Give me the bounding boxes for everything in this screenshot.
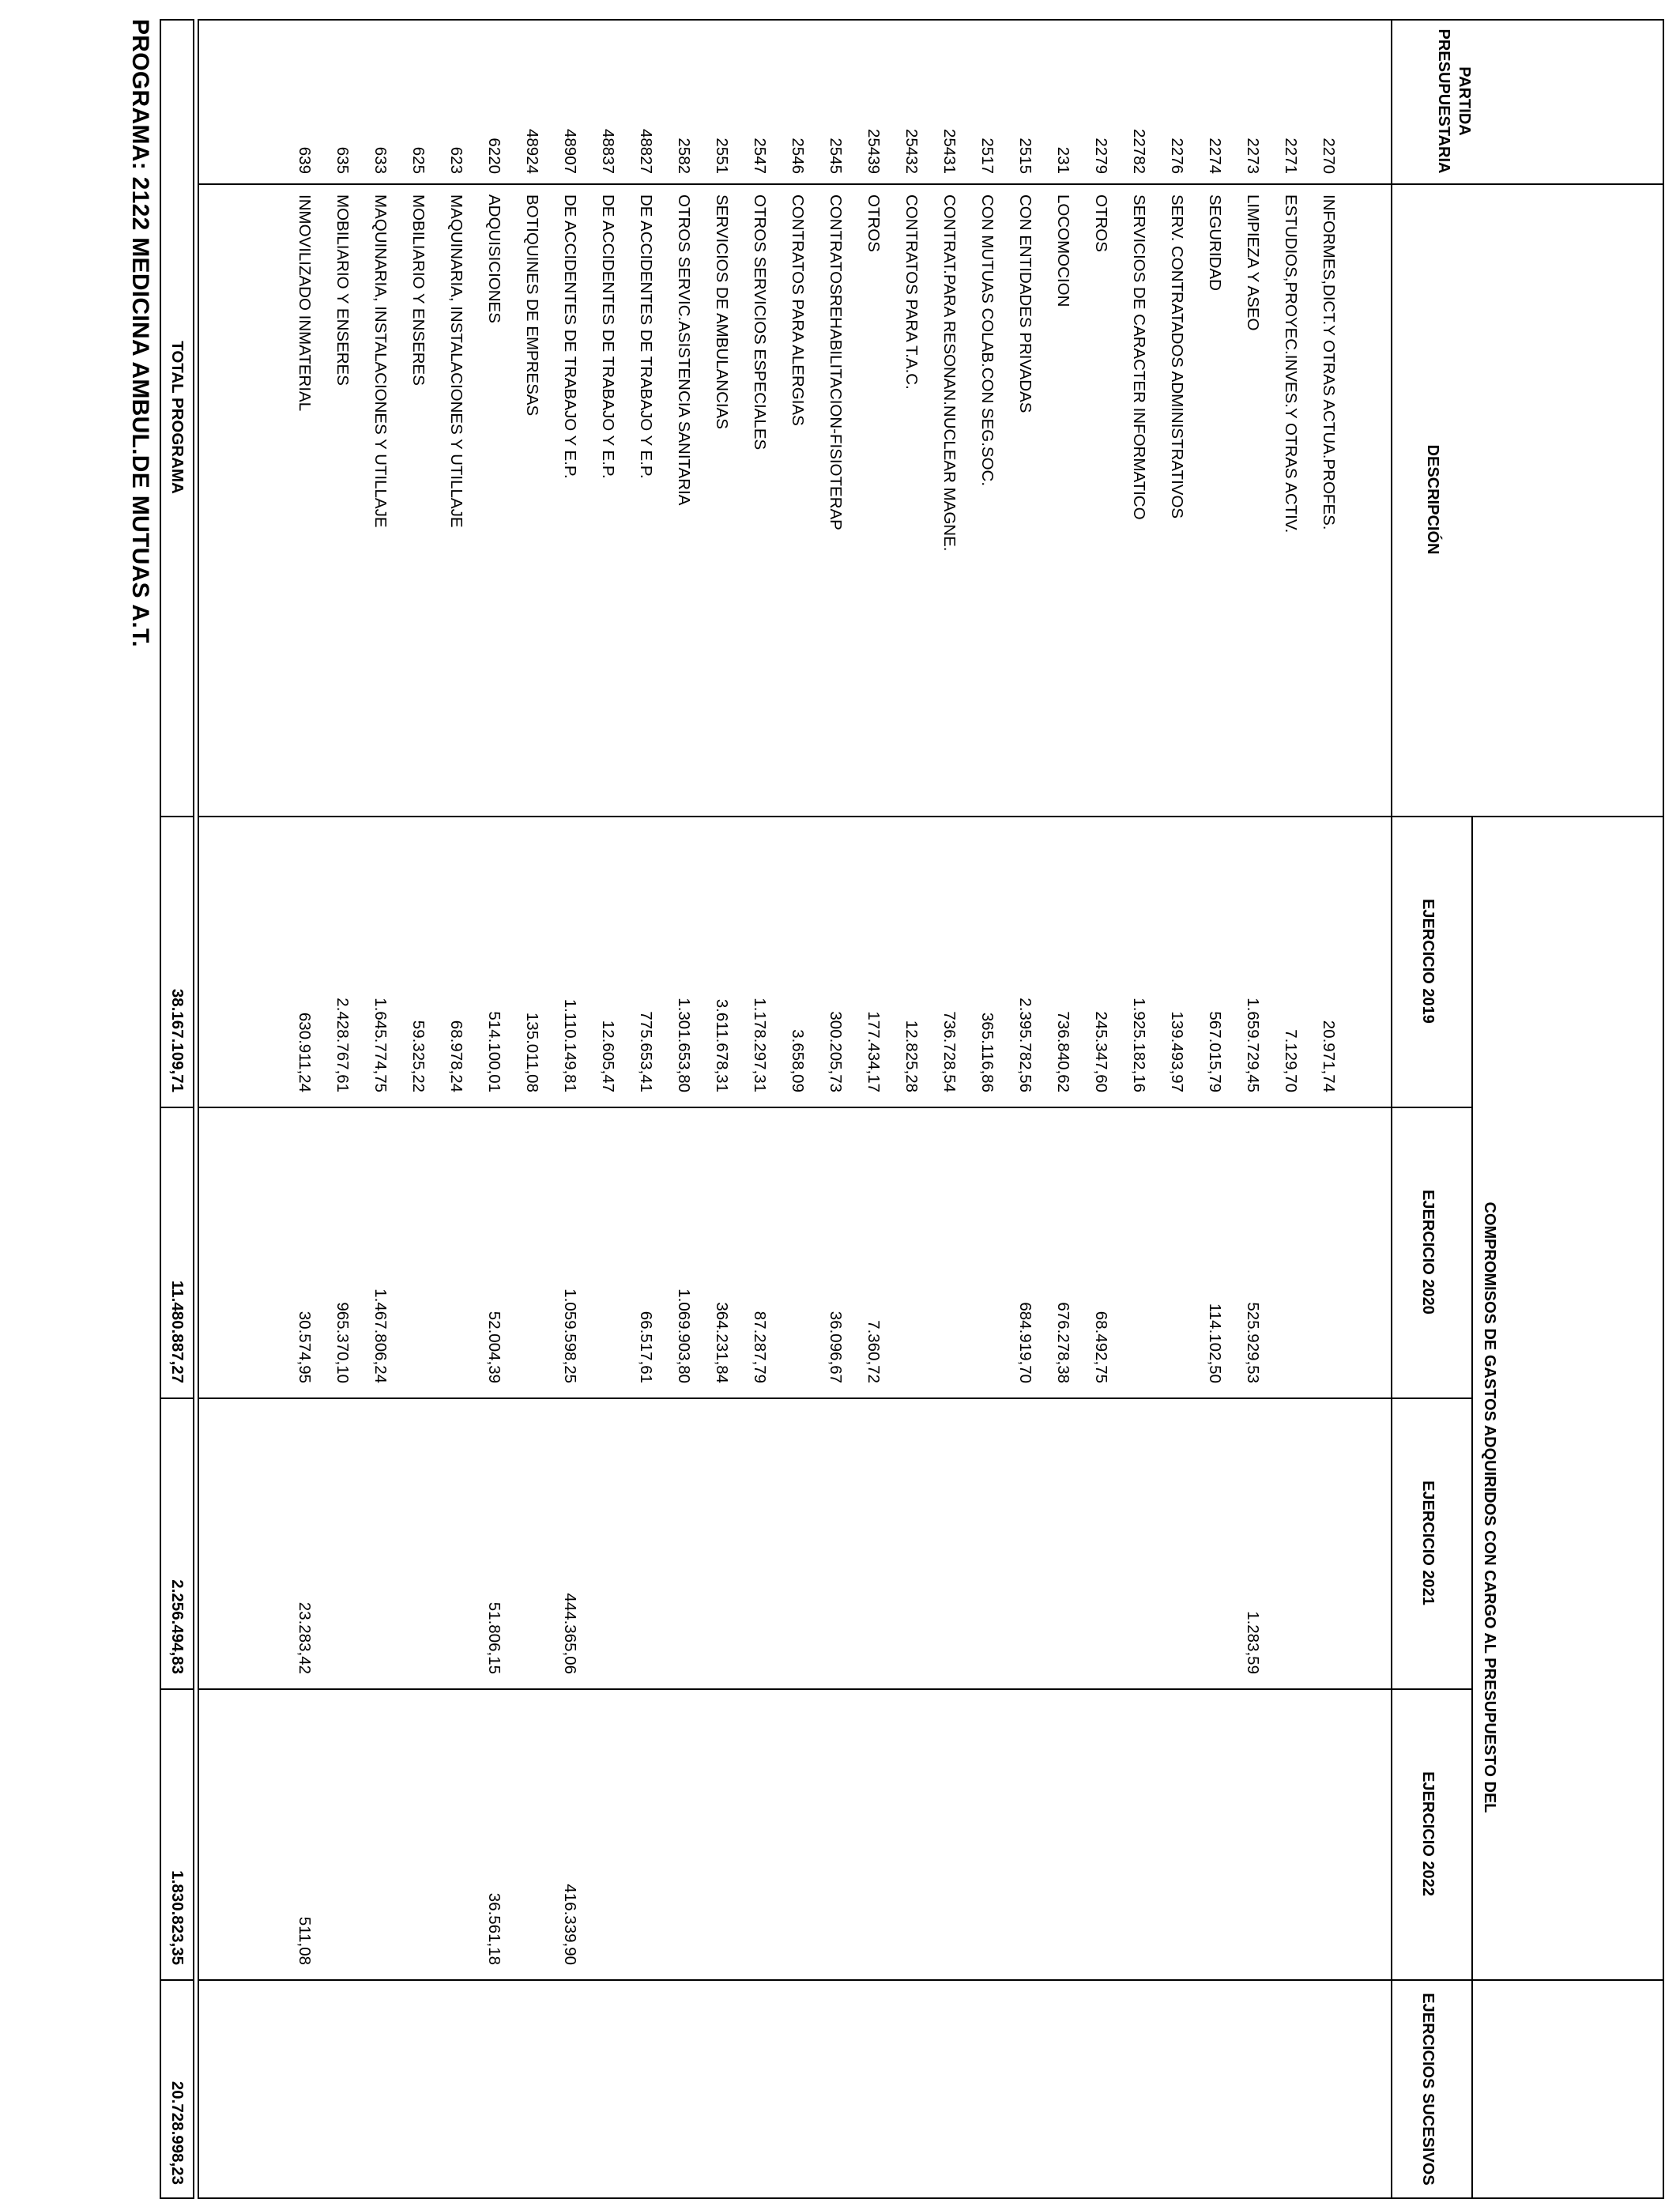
cell-2020 (892, 1107, 930, 1383)
cell-2022 (703, 1688, 740, 1965)
cell-2021 (1120, 1397, 1158, 1674)
cell-2019: 20.971,74 (1320, 1020, 1338, 1092)
cell-2021 (1082, 1397, 1120, 1674)
header-descripcion: DESCRIPCIÓN (1424, 444, 1441, 555)
cell-2020 (968, 1107, 1006, 1383)
cell-partida: 2551 (713, 138, 731, 174)
cell-2022 (1271, 1688, 1309, 1965)
cell-sucesivos (1006, 1979, 1044, 2185)
cell-2019: 139.493,97 (1168, 1011, 1186, 1092)
cell-2021: 23.283,42 (296, 1601, 314, 1674)
cell-descripcion: DE ACCIDENTES DE TRABAJO Y E.P. (561, 194, 579, 479)
cell-2019: 736.728,54 (940, 1011, 959, 1092)
header-bottom-divider (1391, 19, 1392, 2199)
cell-partida: 635 (333, 146, 352, 174)
cell-partida: 2582 (675, 138, 693, 174)
cell-sucesivos (513, 1979, 551, 2185)
cell-2021 (665, 1397, 703, 1674)
cell-2019: 1.925.182,16 (1130, 998, 1148, 1092)
cell-2020: 676.278,38 (1054, 1302, 1072, 1383)
cell-descripcion: LOCOMOCION (1054, 194, 1072, 307)
cell-2021 (589, 1397, 627, 1674)
cell-descripcion: SERV. CONTRATADOS ADMINISTRATIVOS (1168, 194, 1186, 519)
cell-2022 (778, 1688, 816, 1965)
cell-2021 (1271, 1397, 1309, 1674)
cell-descripcion: CONTRAT.PARA RESONAN.NUCLEAR MAGNE. (940, 194, 959, 552)
cell-2020 (778, 1107, 816, 1383)
cell-sucesivos (551, 1979, 589, 2185)
header-ejercicio-2022: EJERCICIO 2022 (1419, 1771, 1437, 1896)
cell-partida: 25431 (940, 128, 959, 174)
header-ejercicio-2020: EJERCICIO 2020 (1419, 1190, 1437, 1314)
cell-sucesivos (475, 1979, 513, 2185)
total-label: TOTAL PROGRAMA (168, 341, 186, 494)
cell-sucesivos (1120, 1979, 1158, 2185)
cell-2022 (1120, 1688, 1158, 1965)
cell-sucesivos (1309, 1979, 1347, 2185)
cell-2019: 68.978,24 (447, 1020, 465, 1092)
cell-partida: 48837 (599, 128, 617, 174)
cell-partida: 2270 (1320, 138, 1338, 174)
cell-2019: 2.395.782,56 (1016, 998, 1034, 1092)
cell-2020 (1309, 1107, 1347, 1383)
cell-2019: 12.825,28 (902, 1020, 921, 1092)
cell-partida: 639 (296, 146, 314, 174)
cell-2022 (1158, 1688, 1196, 1965)
cell-2019: 1.110.149,81 (561, 998, 579, 1092)
cell-2020 (1271, 1107, 1309, 1383)
cell-2022 (1082, 1688, 1120, 1965)
cell-2021 (513, 1397, 551, 1674)
cell-partida: 2271 (1282, 138, 1300, 174)
cell-2022 (740, 1688, 778, 1965)
cell-partida: 231 (1054, 146, 1072, 174)
cell-2022: 416.339,90 (561, 1884, 579, 1965)
cell-sucesivos (437, 1979, 475, 2185)
cell-descripcion: MAQUINARIA, INSTALACIONES Y UTILLAJE (447, 194, 465, 528)
cell-partida: 2276 (1168, 138, 1186, 174)
cell-2021: 1.283,59 (1244, 1611, 1262, 1674)
cell-2019: 1.178.297,31 (751, 998, 769, 1092)
cell-sucesivos (399, 1979, 437, 2185)
cell-partida: 2547 (751, 138, 769, 174)
cell-partida: 2515 (1016, 138, 1034, 174)
cell-partida: 633 (371, 146, 390, 174)
cell-2022 (589, 1688, 627, 1965)
cell-sucesivos (1196, 1979, 1234, 2185)
cell-2019: 630.911,24 (296, 1012, 314, 1092)
cell-2019: 300.205,73 (827, 1011, 845, 1092)
cell-2020 (1120, 1107, 1158, 1383)
col-divider-code (198, 183, 1664, 185)
cell-descripcion: DE ACCIDENTES DE TRABAJO Y E.P. (599, 194, 617, 479)
cell-2020 (1158, 1107, 1196, 1383)
header-partida-label (1433, 19, 1475, 183)
cell-2022 (930, 1688, 968, 1965)
cell-2022 (1234, 1688, 1271, 1965)
cell-partida: 25439 (864, 128, 883, 174)
header-top-divider (1471, 816, 1473, 2199)
cell-2020: 1.059.598,25 (561, 1288, 579, 1383)
cell-descripcion: OTROS SERVICIOS ESPECIALES (751, 194, 769, 451)
cell-2020: 66.517,61 (637, 1311, 655, 1383)
cell-2020: 114.102,50 (1206, 1303, 1224, 1383)
cell-2020: 1.069.903,80 (675, 1288, 693, 1383)
cell-2022 (1309, 1688, 1347, 1965)
header-ejercicios-sucesivos: EJERCICIOS SUCESIVOS (1419, 1993, 1437, 2186)
cell-2022 (816, 1688, 854, 1965)
cell-descripcion: OTROS (864, 194, 883, 252)
total-sucesivos: 20.728.998,23 (168, 2080, 186, 2185)
cell-2021 (1196, 1397, 1234, 1674)
cell-2021: 444.365,06 (561, 1593, 579, 1674)
cell-2020 (589, 1107, 627, 1383)
cell-sucesivos (703, 1979, 740, 2185)
cell-2022 (437, 1688, 475, 1965)
cell-2020: 965.370,10 (333, 1302, 352, 1383)
cell-descripcion: ESTUDIOS,PROYEC.INVES.Y OTRAS ACTIV. (1282, 194, 1300, 534)
cell-partida: 2274 (1206, 138, 1224, 174)
cell-2022 (399, 1688, 437, 1965)
total-2022: 1.830.823,35 (168, 1870, 186, 1965)
cell-descripcion: SEGURIDAD (1206, 194, 1224, 291)
cell-descripcion: SERVICIOS DE AMBULANCIAS (713, 194, 731, 429)
cell-descripcion: INFORMES,DICT.Y OTRAS ACTUA.PROFES. (1320, 194, 1338, 530)
cell-2019: 736.840,62 (1054, 1011, 1072, 1092)
cell-2022: 511,08 (296, 1916, 314, 1965)
cell-2020: 87.287,79 (751, 1311, 769, 1383)
cell-partida: 25432 (902, 128, 921, 174)
cell-2021 (1158, 1397, 1196, 1674)
cell-2019: 3.658,09 (789, 1029, 807, 1092)
cell-2022 (1006, 1688, 1044, 1965)
cell-descripcion: MOBILIARIO Y ENSERES (409, 194, 428, 386)
cell-2021 (854, 1397, 892, 1674)
cell-descripcion: CON ENTIDADES PRIVADAS (1016, 194, 1034, 413)
cell-descripcion: SERVICIOS DE CARACTER INFORMATICO (1130, 194, 1148, 520)
header-partida-line2: PRESUPUESTARIA (1435, 28, 1452, 174)
cell-sucesivos (892, 1979, 930, 2185)
cell-descripcion: BOTIQUINES DE EMPRESAS (523, 194, 541, 417)
cell-2019: 12.605,47 (599, 1020, 617, 1092)
cell-2022: 36.561,18 (485, 1892, 503, 1965)
cell-2021 (740, 1397, 778, 1674)
cell-2019: 3.611.678,31 (713, 998, 731, 1092)
cell-descripcion: CONTRATOS PARA ALERGIAS (789, 194, 807, 426)
cell-2020: 525.929,53 (1244, 1302, 1262, 1383)
cell-2022 (892, 1688, 930, 1965)
cell-2020 (399, 1107, 437, 1383)
cell-2019: 1.659.729,45 (1244, 998, 1262, 1092)
cell-2020: 68.492,75 (1092, 1311, 1110, 1383)
cell-2020: 364.231,84 (713, 1302, 731, 1383)
cell-partida: 2279 (1092, 138, 1110, 174)
cell-2019: 567.015,79 (1206, 1011, 1224, 1092)
cell-2020 (437, 1107, 475, 1383)
cell-2019: 2.428.767,61 (333, 998, 352, 1092)
cell-sucesivos (665, 1979, 703, 2185)
cell-2022 (1044, 1688, 1082, 1965)
cell-2020: 7.360,72 (864, 1320, 883, 1383)
cell-2022 (854, 1688, 892, 1965)
cell-sucesivos (968, 1979, 1006, 2185)
cell-2022 (323, 1688, 361, 1965)
cell-2019: 135.011,08 (523, 1012, 541, 1092)
header-ejercicio-2021: EJERCICIO 2021 (1419, 1480, 1437, 1605)
cell-sucesivos (1082, 1979, 1120, 2185)
cell-2020 (930, 1107, 968, 1383)
cell-partida: 625 (409, 146, 428, 174)
cell-sucesivos (589, 1979, 627, 2185)
cell-partida: 2545 (827, 138, 845, 174)
cell-2022 (665, 1688, 703, 1965)
cell-2022 (627, 1688, 665, 1965)
cell-descripcion: ADQUISICIONES (485, 194, 503, 323)
cell-descripcion: CON MUTUAS COLAB.CON SEG.SOC. (978, 194, 996, 487)
cell-2021 (399, 1397, 437, 1674)
header-compromisos: COMPROMISOS DE GASTOS ADQUIRIDOS CON CARGO AL PRESUPUESTO DEL (1481, 1201, 1498, 1813)
cell-2020: 52.004,39 (485, 1311, 503, 1383)
cell-sucesivos (740, 1979, 778, 2185)
cell-sucesivos (854, 1979, 892, 2185)
cell-sucesivos (930, 1979, 968, 2185)
cell-partida: 2273 (1244, 138, 1262, 174)
cell-sucesivos (323, 1979, 361, 2185)
cell-2020: 1.467.806,24 (371, 1288, 390, 1383)
cell-sucesivos (778, 1979, 816, 2185)
cell-descripcion: CONTRATOSREHABILITACION-FISIOTERAP (827, 194, 845, 530)
cell-2020 (513, 1107, 551, 1383)
cell-2021 (703, 1397, 740, 1674)
cell-2021 (627, 1397, 665, 1674)
cell-descripcion: DE ACCIDENTES DE TRABAJO Y E.P. (637, 194, 655, 479)
cell-2021 (361, 1397, 399, 1674)
cell-2021 (778, 1397, 816, 1674)
cell-2022 (968, 1688, 1006, 1965)
cell-2021 (1044, 1397, 1082, 1674)
cell-descripcion: OTROS SERVIC.ASISTENCIA SANITARIA (675, 194, 693, 506)
cell-2021 (968, 1397, 1006, 1674)
cell-sucesivos (627, 1979, 665, 2185)
cell-2021 (892, 1397, 930, 1674)
cell-2022 (1196, 1688, 1234, 1965)
cell-partida: 22782 (1130, 128, 1148, 174)
cell-2020: 36.096,67 (827, 1311, 845, 1383)
cell-sucesivos (816, 1979, 854, 2185)
cell-partida: 48907 (561, 128, 579, 174)
cell-descripcion: OTROS (1092, 194, 1110, 252)
cell-descripcion: INMOVILIZADO INMATERIAL (296, 194, 314, 412)
total-2021: 2.256.494,83 (168, 1579, 186, 1674)
cell-sucesivos (1234, 1979, 1271, 2185)
cell-2021 (1006, 1397, 1044, 1674)
cell-2019: 177.434,17 (864, 1011, 883, 1092)
cell-descripcion: CONTRATOS PARA T.A.C. (902, 194, 921, 390)
header-partida-line1: PARTIDA (1456, 66, 1473, 136)
cell-2022 (513, 1688, 551, 1965)
cell-2019: 1.645.774,75 (371, 998, 390, 1092)
cell-sucesivos (361, 1979, 399, 2185)
cell-partida: 2517 (978, 138, 996, 174)
header-ejercicio-2019: EJERCICIO 2019 (1419, 899, 1437, 1024)
cell-sucesivos (1271, 1979, 1309, 2185)
total-2019: 38.167.109,71 (168, 988, 186, 1092)
cell-descripcion: MOBILIARIO Y ENSERES (333, 194, 352, 386)
cell-partida: 2546 (789, 138, 807, 174)
cell-2021 (930, 1397, 968, 1674)
cell-partida: 48924 (523, 128, 541, 174)
cell-sucesivos (1044, 1979, 1082, 2185)
cell-2021 (1309, 1397, 1347, 1674)
cell-2021 (323, 1397, 361, 1674)
cell-2019: 59.325,22 (409, 1020, 428, 1092)
cell-sucesivos (1158, 1979, 1196, 2185)
cell-2021 (437, 1397, 475, 1674)
cell-partida: 623 (447, 146, 465, 174)
page-title: PROGRAMA: 2122 MEDICINA AMBUL.DE MUTUAS A.T. (127, 19, 153, 647)
cell-2019: 775.653,41 (637, 1011, 655, 1092)
cell-2021: 51.806,15 (485, 1601, 503, 1674)
cell-2019: 245.347,60 (1092, 1011, 1110, 1092)
cell-partida: 48827 (637, 128, 655, 174)
cell-partida: 6220 (485, 138, 503, 174)
cell-2019: 514.100,01 (485, 1011, 503, 1092)
cell-2019: 365.116,86 (978, 1012, 996, 1092)
cell-descripcion: MAQUINARIA, INSTALACIONES Y UTILLAJE (371, 194, 390, 528)
cell-2022 (361, 1688, 399, 1965)
cell-2020: 30.574,95 (296, 1311, 314, 1383)
cell-2021 (816, 1397, 854, 1674)
cell-2020: 684.919,70 (1016, 1302, 1034, 1383)
cell-2019: 1.301.653,80 (675, 998, 693, 1092)
cell-descripcion: LIMPIEZA Y ASEO (1244, 194, 1262, 331)
cell-sucesivos (285, 1979, 323, 2185)
total-2020: 11.480.887,27 (168, 1281, 186, 1383)
cell-2019: 7.129,70 (1282, 1029, 1300, 1092)
